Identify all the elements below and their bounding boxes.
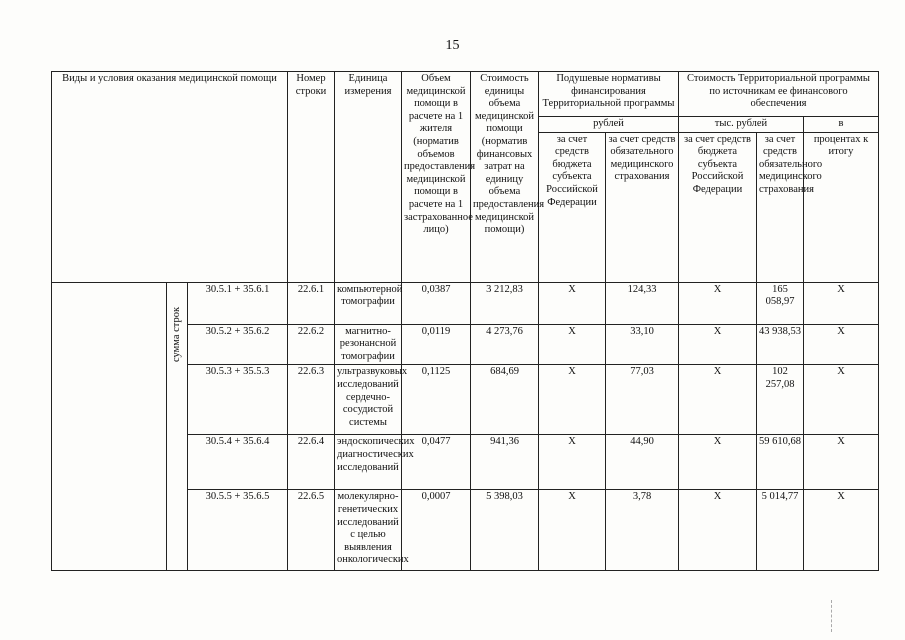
header-type: Виды и условия оказания медицинской помощи (52, 72, 288, 283)
row-unit: магнитно-резонансной томографии (335, 324, 402, 365)
row-oms-th: 165 058,97 (757, 282, 804, 324)
row-budget-rub: X (539, 365, 606, 435)
row-oms-rub: 77,03 (606, 365, 679, 435)
header-percent: процентах к итогу (804, 132, 879, 282)
row-percent: X (804, 435, 879, 490)
header-budget-th: за счет средств бюджета субъекта Российской Федерации (679, 132, 757, 282)
header-oms-rub: за счет средств обязательного медицинского страхования (606, 132, 679, 282)
row-formula: 30.5.1 + 35.6.1 (188, 282, 288, 324)
row-number: 22.6.4 (288, 435, 335, 490)
row-number: 22.6.1 (288, 282, 335, 324)
row-volume: 0,1125 (402, 365, 471, 435)
row-percent: X (804, 324, 879, 365)
page-number: 15 (445, 38, 460, 53)
row-budget-rub: X (539, 324, 606, 365)
row-volume: 0,0477 (402, 435, 471, 490)
header-unit: Единица измерения (335, 72, 402, 283)
row-number: 22.6.3 (288, 365, 335, 435)
empty-type-cell (52, 282, 167, 571)
row-oms-th: 102 257,08 (757, 365, 804, 435)
row-budget-rub: X (539, 282, 606, 324)
row-cost: 3 212,83 (471, 282, 539, 324)
header-volume: Объем медицинской помощи в расчете на 1 жителя (норматив объемов предоставления медицинской помощи в расчете на 1 застрахованное лицо) (402, 72, 471, 283)
row-percent: X (804, 365, 879, 435)
header-percent-top: в (804, 117, 879, 133)
row-cost: 4 273,76 (471, 324, 539, 365)
header-total-cost: Стоимость Территориальной программы по источникам ее финансового обеспечения (679, 72, 879, 117)
row-budget-th: X (679, 490, 757, 571)
header-budget-rub: за счет средств бюджета субъекта Российской Федерации (539, 132, 606, 282)
row-unit: компьютерной томографии (335, 282, 402, 324)
row-cost: 941,36 (471, 435, 539, 490)
side-label-cell (167, 282, 188, 571)
row-oms-rub: 124,33 (606, 282, 679, 324)
row-budget-th: X (679, 324, 757, 365)
row-oms-rub: 3,78 (606, 490, 679, 571)
row-formula: 30.5.4 + 35.6.4 (188, 435, 288, 490)
row-oms-rub: 44,90 (606, 435, 679, 490)
row-budget-th: X (679, 435, 757, 490)
row-oms-th: 43 938,53 (757, 324, 804, 365)
row-volume: 0,0387 (402, 282, 471, 324)
row-number: 22.6.5 (288, 490, 335, 571)
row-unit: молекулярно-генетических исследований с целью выявления онкологических (335, 490, 402, 571)
header-cost: Стоимость единицы объема медицинской помощи (норматив финансовых затрат на единицу объема предоставления медицинской помощи) (471, 72, 539, 283)
financing-table (51, 71, 879, 571)
row-percent: X (804, 282, 879, 324)
row-unit: эндоскопических диагностических исследований (335, 435, 402, 490)
row-formula: 30.5.5 + 35.6.5 (188, 490, 288, 571)
row-volume: 0,0007 (402, 490, 471, 571)
row-cost: 684,69 (471, 365, 539, 435)
side-label: сумма строк (170, 306, 182, 362)
table-row (52, 282, 879, 324)
header-per-capita: Подушевые нормативы финансирования Территориальной программы (539, 72, 679, 117)
header-oms-th: за счет средств обязательного медицинского страхования (757, 132, 804, 282)
header-rubles: рублей (539, 117, 679, 133)
row-oms-rub: 33,10 (606, 324, 679, 365)
row-budget-rub: X (539, 435, 606, 490)
row-budget-th: X (679, 365, 757, 435)
row-percent: X (804, 490, 879, 571)
row-unit: ультразвуковых исследований сердечно-сосудистой системы (335, 365, 402, 435)
row-cost: 5 398,03 (471, 490, 539, 571)
row-budget-rub: X (539, 490, 606, 571)
row-formula: 30.5.2 + 35.6.2 (188, 324, 288, 365)
row-oms-th: 5 014,77 (757, 490, 804, 571)
row-formula: 30.5.3 + 35.5.3 (188, 365, 288, 435)
header-thousand-rubles: тыс. рублей (679, 117, 804, 133)
row-number: 22.6.2 (288, 324, 335, 365)
row-oms-th: 59 610,68 (757, 435, 804, 490)
header-row-number: Номер строки (288, 72, 335, 283)
scan-mark (831, 600, 833, 632)
row-budget-th: X (679, 282, 757, 324)
row-volume: 0,0119 (402, 324, 471, 365)
